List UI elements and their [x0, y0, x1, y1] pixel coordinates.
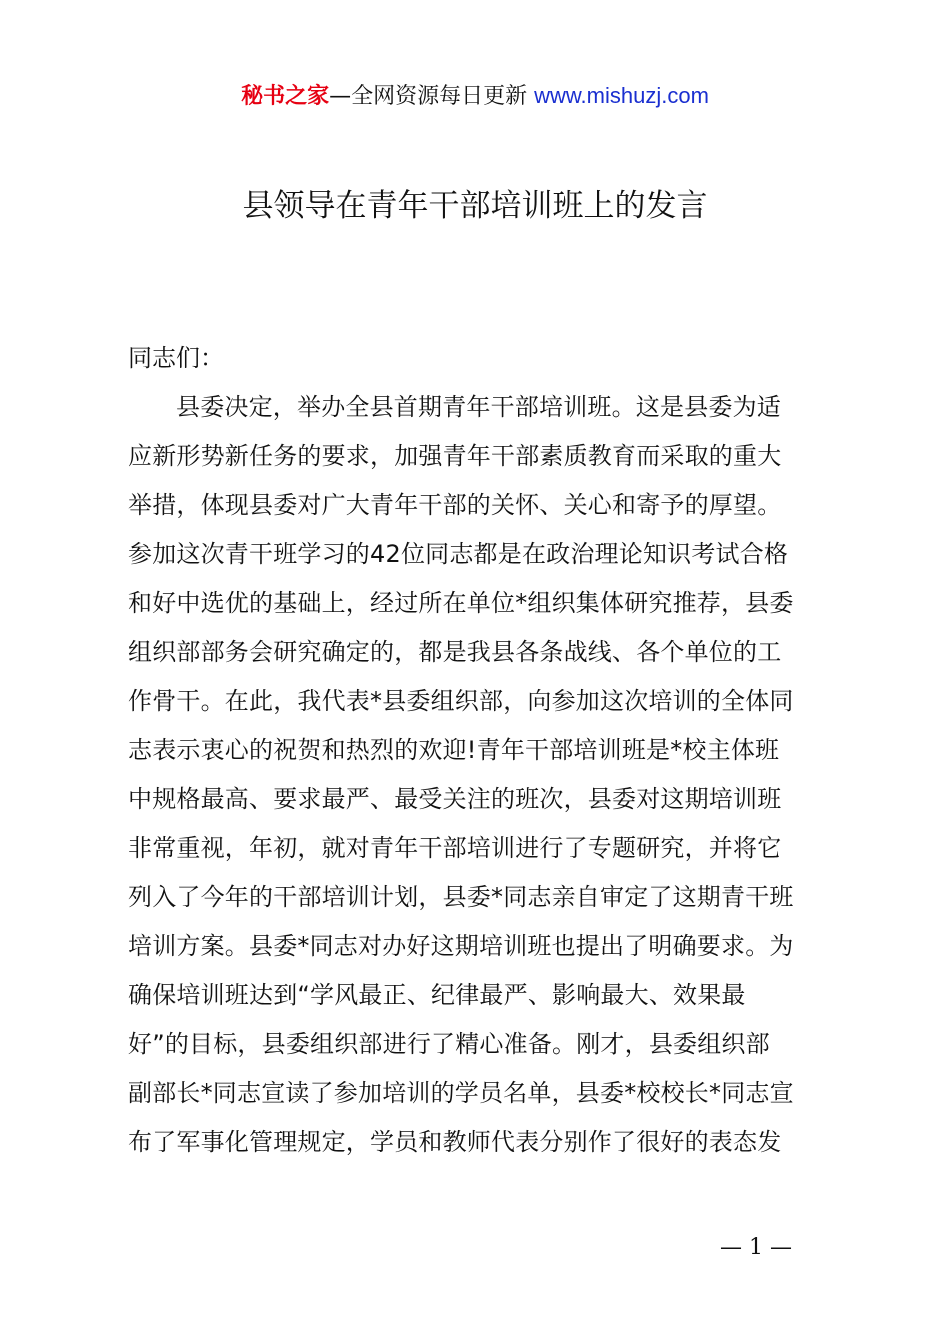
site-header — [0, 80, 950, 113]
document-title: 县领导在青年干部培训班上的发言 — [242, 188, 708, 224]
site-brand: 秘书之家 — [241, 84, 330, 109]
body-line: 举措，体现县委对广大青年干部的关怀、关心和寄予的厚望。 — [128, 491, 782, 519]
body-line: 列入了今年的干部培训计划，县委*同志亲自审定了这期青干班 — [128, 883, 794, 911]
site-url[interactable]: www.mishuzj.com — [534, 83, 709, 108]
body-line: 参加这次青干班学习的42位同志都是在政治理论知识考试合格 — [128, 540, 789, 568]
page-number: — 1 — — [720, 1235, 792, 1260]
body-line: 县委决定，举办全县首期青年干部培训班。这是县委为适 — [176, 393, 781, 421]
body-line: 副部长*同志宣读了参加培训的学员名单，县委*校校长*同志宣 — [128, 1079, 794, 1107]
body-line: 布了军事化管理规定，学员和教师代表分别作了很好的表态发 — [128, 1128, 782, 1156]
salutation: 同志们： — [128, 344, 224, 372]
body-line: 志表示衷心的祝贺和热烈的欢迎!青年干部培训班是*校主体班 — [128, 736, 780, 764]
body-line: 确保培训班达到“学风最正、纪律最严、影响最大、效果最 — [128, 981, 746, 1009]
body-line: 作骨干。在此，我代表*县委组织部，向参加这次培训的全体同 — [128, 687, 794, 715]
body-line: 非常重视，年初，就对青年干部培训进行了专题研究，并将它 — [128, 834, 782, 862]
body-line: 中规格最高、要求最严、最受关注的班次，县委对这期培训班 — [128, 785, 782, 813]
body-line: 组织部部务会研究确定的，都是我县各条战线、各个单位的工 — [128, 638, 782, 666]
body-line: 应新形势新任务的要求，加强青年干部素质教育而采取的重大 — [128, 442, 782, 470]
body-line: 和好中选优的基础上，经过所在单位*组织集体研究推荐，县委 — [128, 589, 794, 617]
document-body — [128, 383, 848, 1167]
site-tagline: —全网资源每日更新 — [329, 84, 528, 109]
body-line: 培训方案。县委*同志对办好这期培训班也提出了明确要求。为 — [128, 932, 794, 960]
body-line: 好”的目标，县委组织部进行了精心准备。刚才，县委组织部 — [128, 1030, 770, 1058]
